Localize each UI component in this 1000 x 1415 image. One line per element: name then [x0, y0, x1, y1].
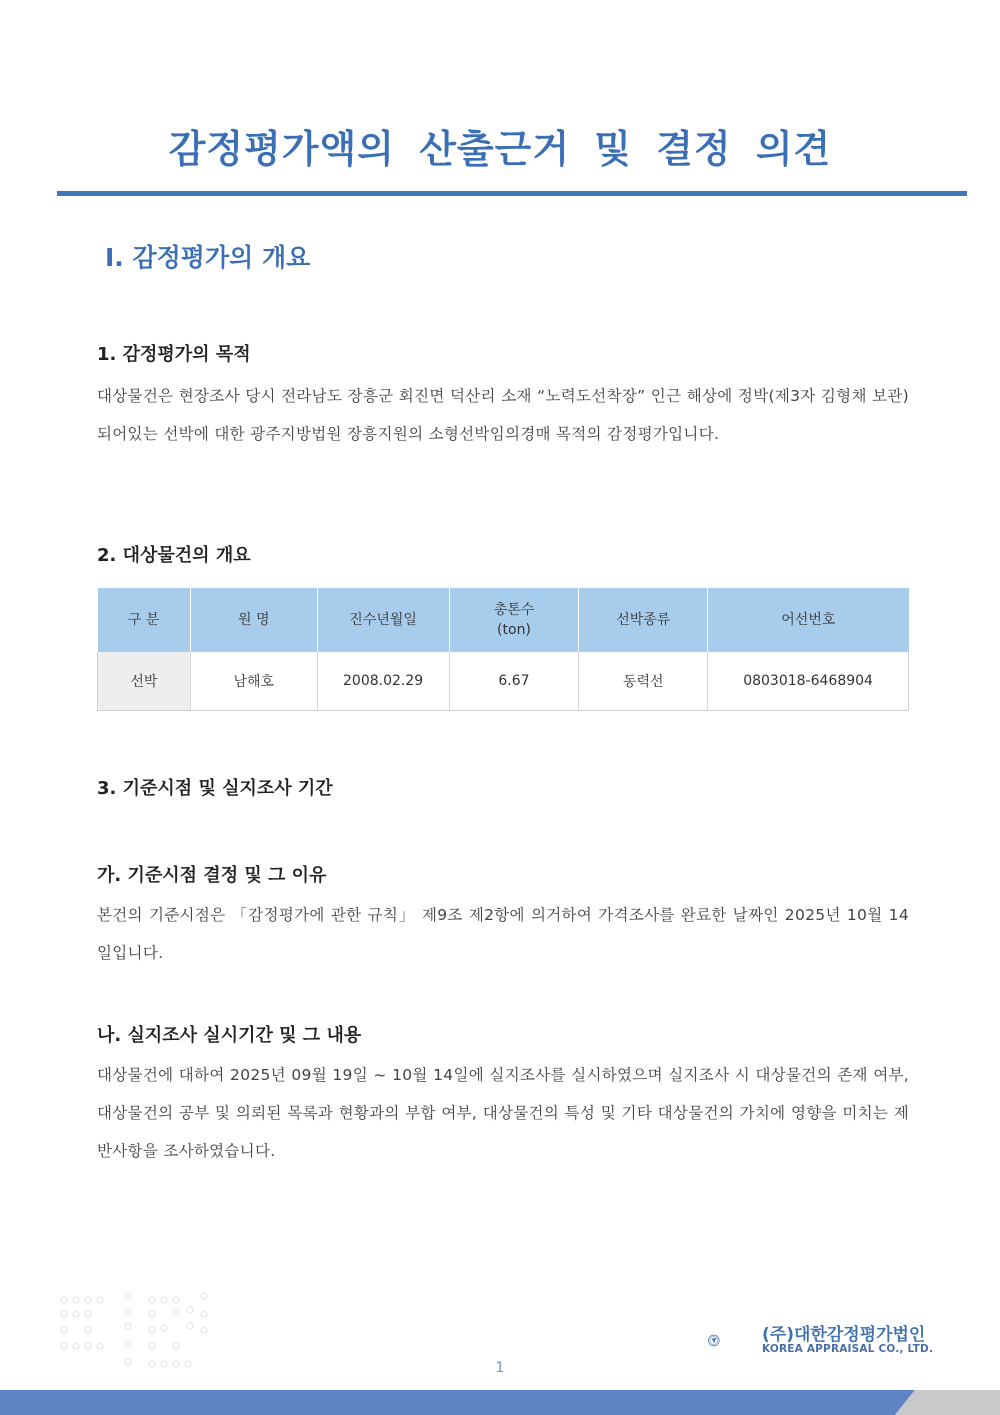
footer-band	[0, 1390, 1000, 1415]
title-divider	[57, 191, 967, 196]
company-name-english: KOREA APPRAISAL CO., LTD.	[762, 1343, 934, 1355]
table-row	[98, 652, 909, 711]
cell-fishing-number: 0803018-6468904	[708, 652, 909, 711]
period-heading: 3. 기준시점 및 실지조사 기간	[97, 778, 333, 799]
base-date-text: 본건의 기준시점은 「감정평가에 관한 규칙」 제9조 제2항에 의거하여 가격조사를 완료한 날짜인 2025년 10월 14일입니다.	[97, 906, 909, 962]
purpose-heading: 1. 감정평가의 목적	[97, 344, 251, 365]
header-tonnage-label: 총톤수	[493, 602, 535, 618]
survey-text: 대상물건에 대하여 2025년 09월 19일 ~ 10월 14일에 실지조사를 실시하였으며 실지조사 시 대상물건의 존재 여부, 대상물건의 공부 및 의뢰된 목록과 현황과의 부합 여부, 대상물건의 특성 및 기타 대상물건의 가치에 영향을 미치는 제반사항을 조사하였습니다.	[97, 1066, 909, 1160]
header-name: 원 명	[190, 588, 317, 652]
purpose-text: 대상물건은 현장조사 당시 전라남도 장흥군 회진면 덕산리 소재 “노력도선착장” 인근 해상에 정박(제3자 김형채 보관) 되어있는 선박에 대한 광주지방법원 장흥지원의 소형선박임의경매 목적의 감정평가입니다.	[97, 387, 909, 443]
cell-vessel-type: 동력선	[579, 652, 708, 711]
cell-tonnage: 6.67	[449, 652, 579, 711]
survey-heading: 나. 실지조사 실시기간 및 그 내용	[97, 1025, 362, 1046]
base-date-heading: 가. 기준시점 결정 및 그 이유	[97, 865, 327, 886]
header-fishing-number: 어선번호	[708, 588, 909, 652]
section-heading: Ⅰ. 감정평가의 개요	[105, 243, 311, 272]
header-launch-date: 진수년월일	[317, 588, 449, 652]
overview-table	[97, 588, 909, 711]
page-number: 1	[495, 1360, 505, 1376]
company-name-korean: (주)대한감정평가법인	[762, 1325, 926, 1345]
header-tonnage	[449, 588, 579, 652]
header-category: 구 분	[98, 588, 191, 652]
cell-launch-date: 2008.02.29	[317, 652, 449, 711]
cell-name: 남해호	[190, 652, 317, 711]
header-tonnage-unit: (ton)	[497, 622, 531, 638]
page-title: 감정평가액의 산출근거 및 결정 의견	[168, 127, 832, 171]
overview-heading: 2. 대상물건의 개요	[97, 545, 251, 566]
table-header-row	[98, 588, 909, 652]
header-vessel-type: 선박종류	[579, 588, 708, 652]
cell-category: 선박	[98, 652, 191, 711]
